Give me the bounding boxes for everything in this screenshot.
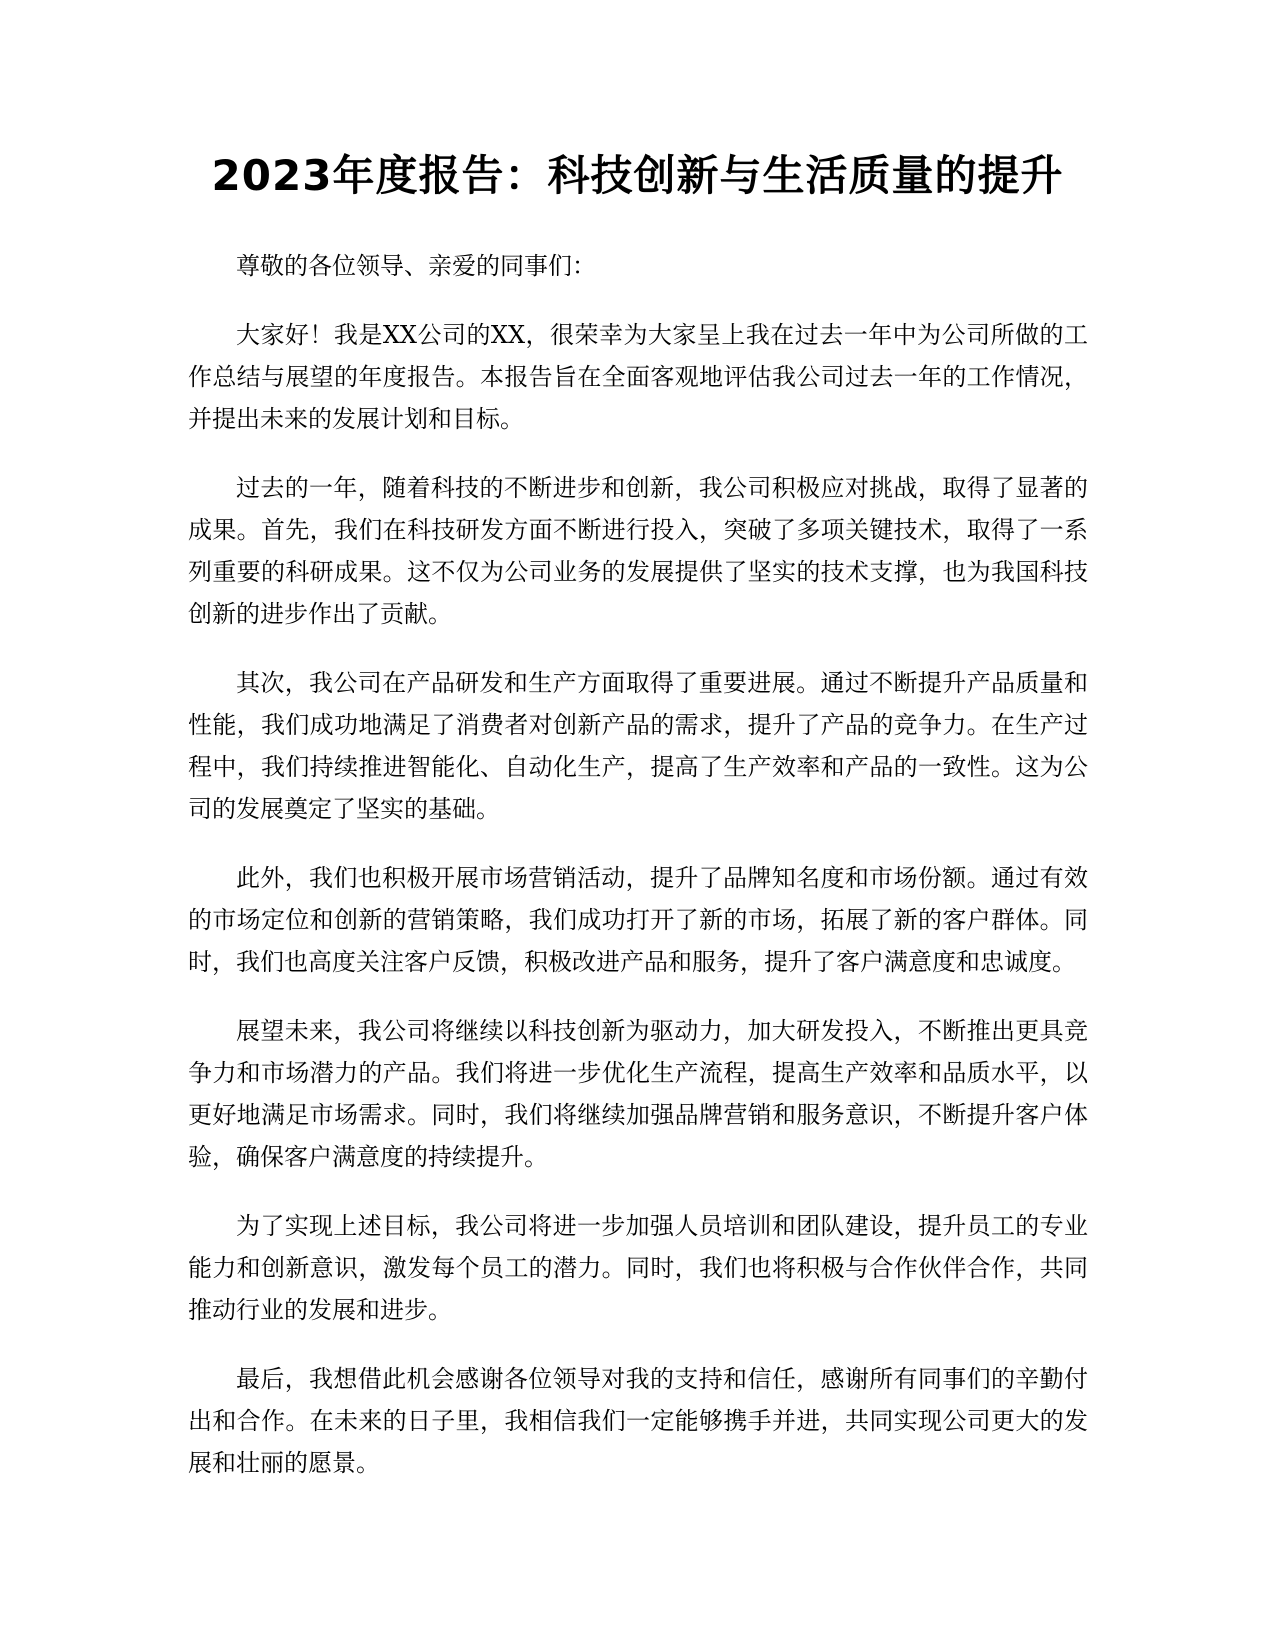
research-paragraph: 过去的一年，随着科技的不断进步和创新，我公司积极应对挑战，取得了显著的成果。首先，我们在科技研发方面不断进行投入，突破了多项关键技术，取得了一系列重要的科研成果。这不仅为公司业务的发展提供了坚实的技术支撑，也为我国科技创新的进步作出了贡献。 [188, 474, 1088, 628]
marketing-paragraph: 此外，我们也积极开展市场营销活动，提升了品牌知名度和市场份额。通过有效的市场定位和创新的营销策略，我们成功打开了新的市场，拓展了新的客户群体。同时，我们也高度关注客户反馈，积极改进产品和服务，提升了客户满意度和忠诚度。 [188, 864, 1088, 976]
production-paragraph: 其次，我公司在产品研发和生产方面取得了重要进展。通过不断提升产品质量和性能，我们成功地满足了消费者对创新产品的需求，提升了产品的竞争力。在生产过程中，我们持续推进智能化、自动化生产，提高了生产效率和产品的一致性。这为公司的发展奠定了坚实的基础。 [188, 669, 1088, 823]
outlook-paragraph: 展望未来，我公司将继续以科技创新为驱动力，加大研发投入，不断推出更具竞争力和市场潜力的产品。我们将进一步优化生产流程，提高生产效率和品质水平，以更好地满足市场需求。同时，我们将继续加强品牌营销和服务意识，不断提升客户体验，确保客户满意度的持续提升。 [188, 1017, 1088, 1171]
closing-paragraph: 最后，我想借此机会感谢各位领导对我的支持和信任，感谢所有同事们的辛勤付出和合作。在未来的日子里，我相信我们一定能够携手并进，共同实现公司更大的发展和壮丽的愿景。 [188, 1365, 1088, 1477]
document-body [188, 245, 1088, 1511]
intro-paragraph: 大家好！我是XX公司的XX，很荣幸为大家呈上我在过去一年中为公司所做的工作总结与展望的年度报告。本报告旨在全面客观地评估我公司过去一年的工作情况，并提出未来的发展计划和目标。 [188, 321, 1088, 433]
salutation-paragraph: 尊敬的各位领导、亲爱的同事们： [236, 252, 596, 280]
training-paragraph: 为了实现上述目标，我公司将进一步加强人员培训和团队建设，提升员工的专业能力和创新意识，激发每个员工的潜力。同时，我们也将积极与合作伙伴合作，共同推动行业的发展和进步。 [188, 1212, 1088, 1324]
document-title: 2023年度报告：科技创新与生活质量的提升 [211, 151, 1064, 200]
